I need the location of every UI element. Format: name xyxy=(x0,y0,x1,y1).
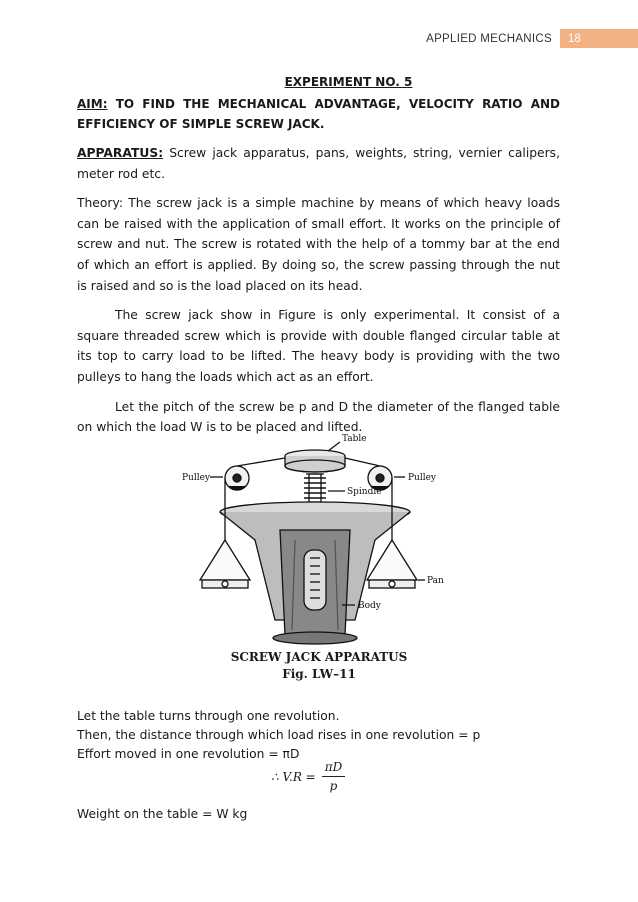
velocity-ratio-formula xyxy=(271,760,345,793)
load-rise-line: Then, the distance through which load rises in one revolution = p xyxy=(77,728,481,742)
label-spindle: Spindle xyxy=(347,487,382,497)
formula-lhs: ∴ V.R = xyxy=(271,769,316,784)
formula-denominator: p xyxy=(329,779,338,793)
apparatus-paragraph xyxy=(77,143,560,184)
label-pulley-left: Pulley xyxy=(182,473,211,483)
pitch-paragraph: Let the pitch of the screw be p and D the diameter of the flanged table on which the load W is to be placed and lifted. xyxy=(77,399,560,435)
description-paragraph: The screw jack show in Figure is only experimental. It consist of a square threaded screw which is provide with double flanged circular table at its top to carry load to be lifted. The heavy body is providing with the two pulleys to hang the loads which act as an effort. xyxy=(77,308,560,384)
label-table: Table xyxy=(342,434,367,444)
revolution-line: Let the table turns through one revolution. xyxy=(77,709,340,723)
theory-paragraph: Theory: The screw jack is a simple machine by means of which heavy loads can be raised with the application of small effort. It works on the principle of screw and nut. The screw is rotated with the help of a tommy bar at the end of which an effort is applied. By doing so, the screw passing through the nut is raised and so is the load placed on its head. xyxy=(77,196,560,293)
apparatus-text: Screw jack apparatus, pans, weights, string, vernier calipers, meter rod etc. xyxy=(77,146,560,181)
experiment-title: EXPERIMENT NO. 5 xyxy=(284,75,413,89)
figure-caption: SCREW JACK APPARATUS xyxy=(230,650,408,664)
aim-text: TO FIND THE MECHANICAL ADVANTAGE, VELOCITY RATIO AND EFFICIENCY OF SIMPLE SCREW JACK. xyxy=(77,97,560,131)
main-content xyxy=(77,75,560,447)
aim-label: AIM: xyxy=(77,97,108,111)
formula-fraction xyxy=(322,760,346,793)
screw-jack-diagram xyxy=(180,430,450,680)
effort-line: Effort moved in one revolution = πD xyxy=(77,747,300,761)
page-number: 18 xyxy=(560,29,638,48)
aim-paragraph xyxy=(77,94,560,134)
weight-line: Weight on the table = W kg xyxy=(77,807,248,821)
page-header xyxy=(426,29,638,48)
formula-numerator: πD xyxy=(322,760,346,777)
calculation-lines xyxy=(77,707,560,764)
label-pan: Pan xyxy=(427,576,444,586)
figure-number: Fig. LW–11 xyxy=(282,667,356,681)
label-pulley-right: Pulley xyxy=(408,473,437,483)
screw-jack-figure xyxy=(180,430,450,680)
header-title: APPLIED MECHANICS xyxy=(426,32,552,45)
apparatus-label: APPARATUS: xyxy=(77,146,164,160)
label-body: Body xyxy=(358,601,381,611)
